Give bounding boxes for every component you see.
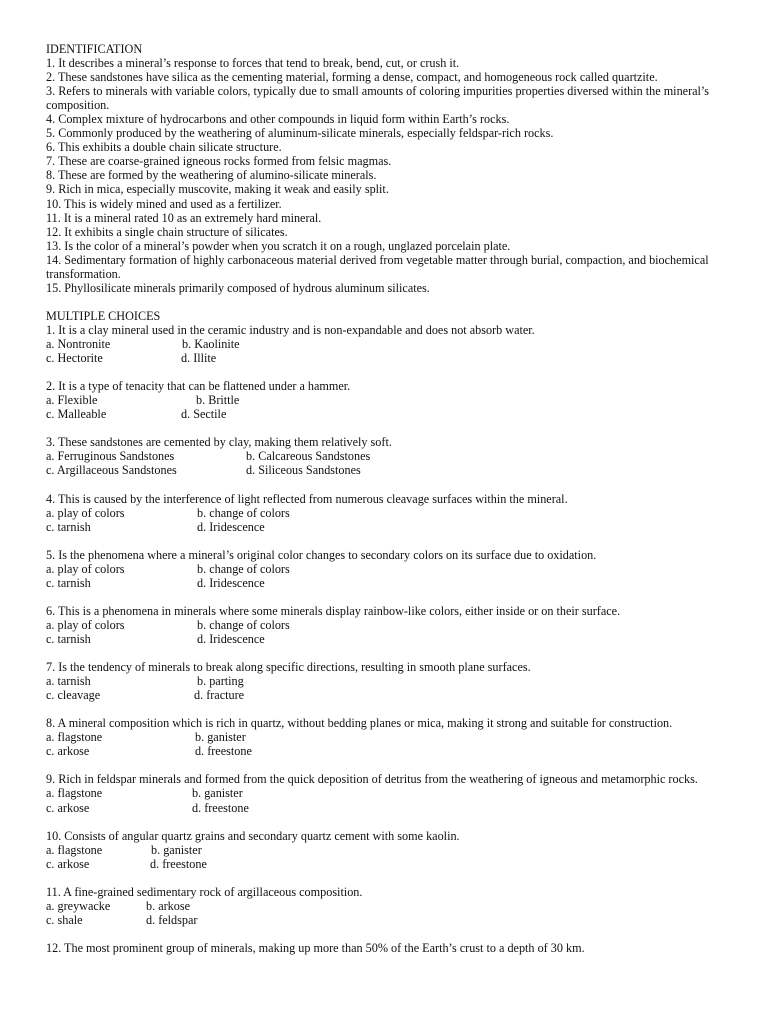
option-d[interactable]: d. Iridescence (197, 575, 265, 590)
option-d[interactable]: d. freestone (150, 856, 207, 871)
options-row (46, 351, 726, 365)
identification-item: 5. Commonly produced by the weathering of aluminum-silicate minerals, especially feldspar-rich rocks. (46, 126, 554, 141)
option-b[interactable]: b. change of colors (197, 561, 290, 576)
option-c[interactable]: c. cleavage (46, 688, 101, 703)
question-gap (46, 646, 726, 660)
options-row (46, 913, 726, 927)
identification-item: 11. It is a mineral rated 10 as an extremely hard mineral. (46, 210, 322, 225)
options-row (46, 449, 726, 463)
question-text: 7. Is the tendency of minerals to break along specific directions, resulting in smooth plane surfaces. (46, 660, 531, 675)
option-c[interactable]: c. Argillaceous Sandstones (46, 463, 177, 478)
option-c[interactable]: c. arkose (46, 800, 90, 815)
options-row (46, 786, 726, 800)
options-row (46, 407, 726, 421)
question-gap (46, 871, 726, 885)
identification-item: 10. This is widely mined and used as a fertilizer. (46, 196, 282, 211)
options-row (46, 506, 726, 520)
option-b[interactable]: b. change of colors (197, 505, 290, 520)
options-row (46, 520, 726, 534)
options-row (46, 618, 726, 632)
options-row (46, 632, 726, 646)
question-item (46, 435, 726, 491)
option-b[interactable]: b. ganister (195, 730, 246, 745)
question-item (46, 379, 726, 435)
identification-item: 1. It describes a mineral’s response to forces that tend to break, bend, cut, or crush it. (46, 56, 460, 71)
question-text: 2. It is a type of tenacity that can be flattened under a hammer. (46, 379, 351, 394)
option-c[interactable]: c. Hectorite (46, 351, 103, 366)
options-row (46, 463, 726, 477)
option-a[interactable]: a. play of colors (46, 505, 125, 520)
options-row (46, 674, 726, 688)
question-item (46, 772, 726, 828)
identification-item: 8. These are formed by the weathering of alumino-silicate minerals. (46, 168, 377, 183)
identification-item: 13. Is the color of a mineral’s powder when you scratch it on a rough, unglazed porcelain plate. (46, 238, 511, 253)
question-text: 9. Rich in feldspar minerals and formed from the quick deposition of detritus from the weathering of igneous and metamorphic rocks. (46, 772, 698, 787)
question-item (46, 885, 726, 941)
option-a[interactable]: a. play of colors (46, 617, 125, 632)
options-row (46, 393, 726, 407)
identification-item: 3. Refers to minerals with variable colors, typically due to small amounts of coloring impurities properties diversed within the mineral’s composition. (46, 84, 710, 113)
option-a[interactable]: a. greywacke (46, 898, 111, 913)
option-a[interactable]: a. flagstone (46, 842, 103, 857)
document-page (46, 42, 726, 955)
options-row (46, 576, 726, 590)
identification-item: 12. It exhibits a single chain structure of silicates. (46, 224, 288, 239)
section-gap (46, 295, 726, 309)
option-a[interactable]: a. Ferruginous Sandstones (46, 449, 175, 464)
question-item (46, 323, 726, 379)
identification-item: 6. This exhibits a double chain silicate structure. (46, 140, 282, 155)
question-item (46, 548, 726, 604)
question-gap (46, 927, 726, 941)
option-c[interactable]: c. arkose (46, 856, 90, 871)
option-b[interactable]: b. parting (197, 674, 244, 689)
option-d[interactable]: d. Sectile (181, 407, 227, 422)
identification-item: 4. Complex mixture of hydrocarbons and other compounds in liquid form within Earth’s rocks. (46, 112, 510, 127)
question-text: 6. This is a phenomena in minerals where some minerals display rainbow-like colors, either inside or on their surface. (46, 603, 621, 618)
identification-item: 15. Phyllosilicate minerals primarily composed of hydrous aluminum silicates. (46, 280, 430, 295)
options-row (46, 857, 726, 871)
option-d[interactable]: d. feldspar (146, 912, 198, 927)
options-row (46, 801, 726, 815)
options-row (46, 337, 726, 351)
option-b[interactable]: b. Calcareous Sandstones (246, 449, 371, 464)
option-a[interactable]: a. Nontronite (46, 336, 111, 351)
question-item (46, 716, 726, 772)
question-item (46, 829, 726, 885)
option-d[interactable]: d. Illite (181, 351, 217, 366)
option-d[interactable]: d. freestone (192, 800, 249, 815)
question-item (46, 660, 726, 716)
question-text: 5. Is the phenomena where a mineral’s original color changes to secondary colors on its surface due to oxidation. (46, 547, 597, 562)
question-gap (46, 365, 726, 379)
options-row (46, 730, 726, 744)
question-text: 1. It is a clay mineral used in the ceramic industry and is non-expandable and does not absorb water. (46, 322, 535, 337)
question-gap (46, 534, 726, 548)
question-text: 11. A fine-grained sedimentary rock of argillaceous composition. (46, 884, 363, 899)
option-c[interactable]: c. tarnish (46, 519, 91, 534)
question-text: 10. Consists of angular quartz grains and secondary quartz cement with some kaolin. (46, 828, 460, 843)
question-gap (46, 590, 726, 604)
option-d[interactable]: d. fracture (194, 688, 245, 703)
identification-item: 9. Rich in mica, especially muscovite, making it weak and easily split. (46, 182, 389, 197)
identification-item: 7. These are coarse-grained igneous rocks formed from felsic magmas. (46, 154, 392, 169)
question-item (46, 604, 726, 660)
option-c[interactable]: c. shale (46, 912, 83, 927)
option-b[interactable]: b. ganister (192, 786, 243, 801)
option-a[interactable]: a. flagstone (46, 730, 103, 745)
identification-item: 14. Sedimentary formation of highly carbonaceous material derived from vegetable matter through burial, compaction, and biochemical transformation. (46, 252, 709, 281)
identification-heading: IDENTIFICATION (46, 42, 143, 56)
option-d[interactable]: d. Iridescence (197, 631, 265, 646)
option-c[interactable]: c. tarnish (46, 631, 91, 646)
question-gap (46, 815, 726, 829)
options-row (46, 562, 726, 576)
option-b[interactable]: b. Kaolinite (182, 336, 240, 351)
question-gap (46, 702, 726, 716)
option-c[interactable]: c. tarnish (46, 575, 91, 590)
multiple-choice-heading: MULTIPLE CHOICES (46, 308, 161, 323)
question-item (46, 492, 726, 548)
option-a[interactable]: a. flagstone (46, 786, 103, 801)
options-row (46, 899, 726, 913)
question-text: 8. A mineral composition which is rich in quartz, without bedding planes or mica, making it strong and suitable for construction. (46, 716, 673, 731)
question-text: 3. These sandstones are cemented by clay, making them relatively soft. (46, 435, 392, 450)
option-d[interactable]: d. Iridescence (197, 519, 265, 534)
identification-item: 2. These sandstones have silica as the cementing material, forming a dense, compact, and homogeneous rock called quartzite. (46, 70, 658, 85)
question-text: 4. This is caused by the interference of light reflected from numerous cleavage surfaces within the mineral. (46, 491, 568, 506)
option-b[interactable]: b. arkose (146, 898, 190, 913)
question-gap (46, 477, 726, 491)
option-c[interactable]: c. Malleable (46, 407, 107, 422)
options-row (46, 843, 726, 857)
options-row (46, 688, 726, 702)
identification-section (46, 42, 726, 295)
option-a[interactable]: a. tarnish (46, 674, 91, 689)
option-c[interactable]: c. arkose (46, 744, 90, 759)
option-a[interactable]: a. Flexible (46, 393, 98, 408)
option-b[interactable]: b. ganister (151, 842, 202, 857)
question-gap (46, 758, 726, 772)
options-row (46, 744, 726, 758)
multiple-choice-section (46, 309, 726, 955)
option-d[interactable]: d. Siliceous Sandstones (246, 463, 361, 478)
option-a[interactable]: a. play of colors (46, 561, 125, 576)
option-d[interactable]: d. freestone (195, 744, 252, 759)
option-b[interactable]: b. change of colors (197, 617, 290, 632)
question-gap (46, 421, 726, 435)
question-text: 12. The most prominent group of minerals, making up more than 50% of the Earth’s crust to a depth of 30 km. (46, 941, 585, 955)
option-b[interactable]: b. Brittle (196, 393, 240, 408)
